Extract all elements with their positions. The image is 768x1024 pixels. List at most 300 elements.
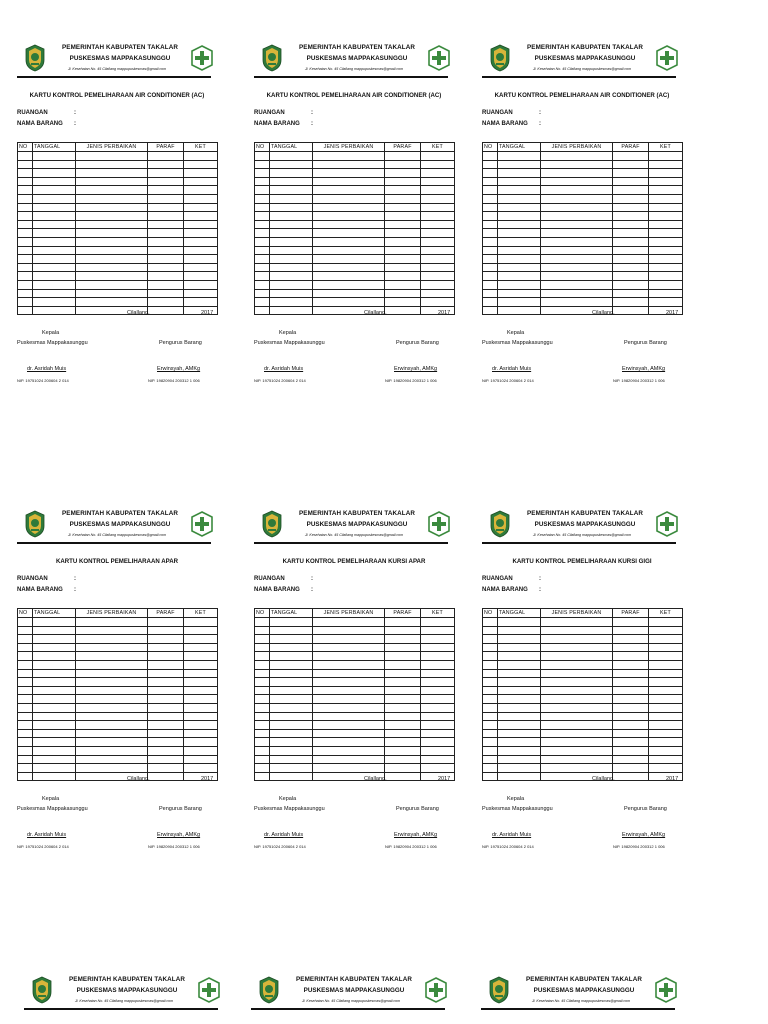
ruangan-label: RUANGAN bbox=[17, 576, 48, 582]
table-cell bbox=[649, 237, 683, 246]
table-row bbox=[18, 237, 218, 246]
table-cell bbox=[483, 177, 498, 186]
table-cell bbox=[76, 169, 148, 178]
letterhead bbox=[24, 972, 224, 1012]
table-cell bbox=[649, 643, 683, 652]
table-row bbox=[18, 306, 218, 315]
table-cell bbox=[541, 169, 613, 178]
table-cell bbox=[18, 177, 33, 186]
table-cell bbox=[498, 695, 541, 704]
table-cell bbox=[255, 212, 270, 221]
card-title: KARTU KONTROL PEMELIHARAAN KURSI GIGI bbox=[512, 558, 652, 565]
table-cell bbox=[313, 669, 385, 678]
table-cell bbox=[270, 703, 313, 712]
table-cell bbox=[421, 746, 455, 755]
card-title: KARTU KONTROL PEMELIHARAAN APAR bbox=[55, 558, 179, 565]
table-cell bbox=[255, 203, 270, 212]
table-cell bbox=[33, 660, 76, 669]
table-cell bbox=[498, 186, 541, 195]
table-cell bbox=[270, 272, 313, 281]
table-cell bbox=[270, 746, 313, 755]
table-cell bbox=[33, 643, 76, 652]
table-cell bbox=[313, 177, 385, 186]
table-cell bbox=[76, 229, 148, 238]
maintenance-table bbox=[254, 608, 455, 781]
table-cell bbox=[385, 618, 421, 627]
table-cell bbox=[385, 635, 421, 644]
table-cell bbox=[148, 686, 184, 695]
table-cell bbox=[18, 721, 33, 730]
ruangan-colon: : bbox=[74, 110, 76, 116]
table-cell bbox=[18, 729, 33, 738]
table-cell bbox=[255, 186, 270, 195]
table-row bbox=[483, 652, 683, 661]
table-cell bbox=[483, 686, 498, 695]
control-card-6 bbox=[482, 506, 682, 866]
table-cell bbox=[649, 721, 683, 730]
table-cell bbox=[613, 755, 649, 764]
letterhead-government: PEMERINTAH KABUPATEN TAKALAR bbox=[68, 976, 186, 983]
table-cell bbox=[649, 246, 683, 255]
table-cell bbox=[76, 237, 148, 246]
pengurus-label: Pengurus Barang bbox=[159, 806, 202, 812]
table-cell bbox=[76, 746, 148, 755]
table-cell bbox=[18, 212, 33, 221]
table-cell bbox=[649, 755, 683, 764]
table-cell bbox=[313, 652, 385, 661]
table-cell bbox=[313, 298, 385, 307]
table-cell bbox=[313, 160, 385, 169]
table-row bbox=[255, 169, 455, 178]
puskesmas-cross-icon bbox=[428, 45, 450, 71]
table-cell bbox=[255, 703, 270, 712]
table-cell bbox=[483, 306, 498, 315]
ruangan-colon: : bbox=[311, 110, 313, 116]
table-cell bbox=[255, 660, 270, 669]
table-cell bbox=[270, 712, 313, 721]
table-cell bbox=[313, 703, 385, 712]
table-cell bbox=[184, 152, 218, 161]
table-cell bbox=[148, 669, 184, 678]
letterhead-address: Jl. Kesehatan No. 45 Cilallang mappupuskesmas@gmail.com bbox=[67, 67, 167, 71]
letterhead-government: PEMERINTAH KABUPATEN TAKALAR bbox=[298, 510, 416, 517]
puskesmas-cross-icon bbox=[428, 511, 450, 537]
table-cell bbox=[483, 695, 498, 704]
table-cell bbox=[148, 203, 184, 212]
letterhead bbox=[482, 40, 682, 80]
table-row bbox=[255, 738, 455, 747]
puskesmas-label: Puskesmas Mappakasunggu bbox=[482, 806, 553, 812]
maintenance-table bbox=[17, 608, 218, 781]
table-cell bbox=[421, 695, 455, 704]
table-row bbox=[18, 220, 218, 229]
table-row bbox=[483, 686, 683, 695]
table-cell bbox=[498, 686, 541, 695]
table-cell bbox=[541, 695, 613, 704]
table-row bbox=[483, 177, 683, 186]
table-cell bbox=[148, 618, 184, 627]
table-cell bbox=[18, 152, 33, 161]
table-cell bbox=[421, 177, 455, 186]
table-cell bbox=[313, 660, 385, 669]
table-cell bbox=[541, 289, 613, 298]
table-cell bbox=[76, 220, 148, 229]
table-cell bbox=[421, 169, 455, 178]
sign-place: Cilallang, bbox=[592, 310, 615, 316]
table-cell bbox=[385, 695, 421, 704]
table-cell bbox=[498, 237, 541, 246]
col-jenis-perbaikan: JENIS PERBAIKAN bbox=[313, 609, 385, 618]
letterhead-government: PEMERINTAH KABUPATEN TAKALAR bbox=[525, 976, 643, 983]
table-cell bbox=[270, 160, 313, 169]
table-cell bbox=[483, 618, 498, 627]
nama-barang-label: NAMA BARANG bbox=[17, 121, 63, 127]
table-row bbox=[483, 289, 683, 298]
table-cell bbox=[541, 746, 613, 755]
table-cell bbox=[421, 186, 455, 195]
table-cell bbox=[385, 229, 421, 238]
table-cell bbox=[76, 712, 148, 721]
table-cell bbox=[313, 695, 385, 704]
puskesmas-cross-icon bbox=[656, 511, 678, 537]
table-cell bbox=[313, 246, 385, 255]
table-row bbox=[18, 721, 218, 730]
nama-barang-label: NAMA BARANG bbox=[17, 587, 63, 593]
table-cell bbox=[613, 635, 649, 644]
table-cell bbox=[541, 712, 613, 721]
table-cell bbox=[613, 289, 649, 298]
table-cell bbox=[148, 263, 184, 272]
table-cell bbox=[76, 203, 148, 212]
table-cell bbox=[385, 246, 421, 255]
table-cell bbox=[255, 729, 270, 738]
table-cell bbox=[498, 626, 541, 635]
table-cell bbox=[18, 237, 33, 246]
sign-year: 2017 bbox=[438, 310, 451, 316]
letterhead-rule bbox=[482, 542, 676, 544]
letterhead-rule bbox=[17, 542, 211, 544]
table-header-row bbox=[255, 609, 455, 618]
table-cell bbox=[613, 660, 649, 669]
table-cell bbox=[498, 721, 541, 730]
table-cell bbox=[148, 721, 184, 730]
col-paraf: PARAF bbox=[385, 609, 421, 618]
table-cell bbox=[184, 289, 218, 298]
table-cell bbox=[541, 298, 613, 307]
table-cell bbox=[33, 289, 76, 298]
table-cell bbox=[270, 280, 313, 289]
table-row bbox=[255, 263, 455, 272]
sign-year: 2017 bbox=[666, 776, 679, 782]
table-row bbox=[18, 203, 218, 212]
table-cell bbox=[385, 289, 421, 298]
table-cell bbox=[421, 237, 455, 246]
table-cell bbox=[76, 738, 148, 747]
table-cell bbox=[498, 738, 541, 747]
ruangan-colon: : bbox=[74, 576, 76, 582]
table-cell bbox=[270, 618, 313, 627]
table-row bbox=[18, 772, 218, 781]
col-jenis-perbaikan: JENIS PERBAIKAN bbox=[541, 143, 613, 152]
sign-place: Cilallang, bbox=[364, 776, 387, 782]
table-cell bbox=[148, 220, 184, 229]
table-cell bbox=[649, 764, 683, 773]
table-cell bbox=[18, 246, 33, 255]
pengurus-name: Erwinsyah, AMKg bbox=[157, 832, 201, 838]
table-row bbox=[18, 289, 218, 298]
table-cell bbox=[76, 246, 148, 255]
table-cell bbox=[541, 755, 613, 764]
table-cell bbox=[313, 186, 385, 195]
puskesmas-cross-icon bbox=[191, 45, 213, 71]
table-cell bbox=[148, 246, 184, 255]
table-row bbox=[18, 272, 218, 281]
table-cell bbox=[313, 220, 385, 229]
table-cell bbox=[385, 263, 421, 272]
table-cell bbox=[613, 298, 649, 307]
table-cell bbox=[498, 255, 541, 264]
table-cell bbox=[613, 712, 649, 721]
table-cell bbox=[649, 194, 683, 203]
table-cell bbox=[541, 643, 613, 652]
table-row bbox=[18, 695, 218, 704]
table-cell bbox=[18, 652, 33, 661]
table-cell bbox=[541, 721, 613, 730]
kepala-label: Kepala bbox=[42, 330, 60, 336]
letterhead-address: Jl. Kesehatan No. 45 Cilallang mappupuskesmas@gmail.com bbox=[532, 533, 632, 537]
table-cell bbox=[385, 280, 421, 289]
kepala-nip: NIP. 19751024 200604 2 014 bbox=[482, 844, 534, 849]
table-cell bbox=[313, 212, 385, 221]
table-cell bbox=[33, 695, 76, 704]
table-cell bbox=[483, 626, 498, 635]
table-cell bbox=[421, 652, 455, 661]
col-no: NO bbox=[483, 143, 498, 152]
table-cell bbox=[184, 746, 218, 755]
table-cell bbox=[649, 618, 683, 627]
table-cell bbox=[33, 746, 76, 755]
table-cell bbox=[148, 729, 184, 738]
table-cell bbox=[76, 618, 148, 627]
table-cell bbox=[18, 280, 33, 289]
kepala-name: dr. Asridah Muis bbox=[264, 832, 304, 838]
table-cell bbox=[270, 169, 313, 178]
letterhead-puskesmas: PUSKESMAS MAPPAKASUNGGU bbox=[534, 55, 636, 62]
table-cell bbox=[255, 652, 270, 661]
pengurus-nip: NIP. 19820904 200312 1 006 bbox=[148, 378, 200, 383]
table-cell bbox=[498, 703, 541, 712]
table-cell bbox=[18, 635, 33, 644]
table-row bbox=[255, 152, 455, 161]
table-cell bbox=[613, 772, 649, 781]
table-row bbox=[255, 229, 455, 238]
table-row bbox=[483, 635, 683, 644]
table-cell bbox=[148, 678, 184, 687]
table-row bbox=[18, 194, 218, 203]
table-cell bbox=[18, 618, 33, 627]
letterhead-address: Jl. Kesehatan No. 45 Cilallang mappupuskesmas@gmail.com bbox=[304, 533, 404, 537]
sign-place: Cilallang, bbox=[364, 310, 387, 316]
table-cell bbox=[313, 194, 385, 203]
table-cell bbox=[33, 764, 76, 773]
table-cell bbox=[18, 669, 33, 678]
table-cell bbox=[184, 729, 218, 738]
col-ket: KET bbox=[421, 609, 455, 618]
table-cell bbox=[18, 306, 33, 315]
table-cell bbox=[649, 272, 683, 281]
table-row bbox=[483, 255, 683, 264]
table-cell bbox=[649, 703, 683, 712]
table-row bbox=[18, 703, 218, 712]
table-cell bbox=[541, 764, 613, 773]
table-cell bbox=[483, 746, 498, 755]
table-cell bbox=[313, 237, 385, 246]
table-cell bbox=[148, 272, 184, 281]
table-cell bbox=[18, 678, 33, 687]
table-row bbox=[255, 298, 455, 307]
table-row bbox=[483, 678, 683, 687]
table-cell bbox=[76, 194, 148, 203]
table-row bbox=[483, 695, 683, 704]
pengurus-name: Erwinsyah, AMKg bbox=[394, 366, 438, 372]
table-cell bbox=[649, 678, 683, 687]
table-row bbox=[483, 263, 683, 272]
table-cell bbox=[184, 721, 218, 730]
table-cell bbox=[483, 220, 498, 229]
card-title: KARTU KONTROL PEMELIHARAAN AIR CONDITIONER (AC) bbox=[29, 92, 205, 99]
table-row bbox=[255, 643, 455, 652]
table-cell bbox=[541, 729, 613, 738]
table-cell bbox=[483, 160, 498, 169]
table-row bbox=[18, 212, 218, 221]
table-cell bbox=[270, 729, 313, 738]
table-cell bbox=[483, 772, 498, 781]
kepala-nip: NIP. 19751024 200604 2 014 bbox=[254, 378, 306, 383]
table-cell bbox=[76, 186, 148, 195]
table-cell bbox=[270, 229, 313, 238]
table-cell bbox=[255, 255, 270, 264]
table-cell bbox=[255, 721, 270, 730]
table-cell bbox=[613, 272, 649, 281]
table-row bbox=[255, 686, 455, 695]
table-cell bbox=[18, 298, 33, 307]
ruangan-colon: : bbox=[539, 576, 541, 582]
table-row bbox=[18, 643, 218, 652]
table-cell bbox=[498, 618, 541, 627]
table-cell bbox=[541, 678, 613, 687]
letterhead-rule bbox=[481, 1008, 675, 1010]
table-cell bbox=[255, 695, 270, 704]
table-cell bbox=[541, 220, 613, 229]
table-cell bbox=[421, 721, 455, 730]
table-row bbox=[255, 729, 455, 738]
table-cell bbox=[498, 660, 541, 669]
table-cell bbox=[148, 186, 184, 195]
table-row bbox=[18, 712, 218, 721]
table-cell bbox=[18, 738, 33, 747]
table-cell bbox=[421, 280, 455, 289]
table-cell bbox=[313, 678, 385, 687]
table-cell bbox=[184, 186, 218, 195]
table-cell bbox=[498, 729, 541, 738]
letterhead-address: Jl. Kesehatan No. 45 Cilallang mappupuskesmas@gmail.com bbox=[74, 999, 174, 1003]
ruangan-label: RUANGAN bbox=[482, 576, 513, 582]
table-cell bbox=[498, 177, 541, 186]
table-row bbox=[483, 306, 683, 315]
table-cell bbox=[184, 635, 218, 644]
table-cell bbox=[498, 298, 541, 307]
table-cell bbox=[421, 678, 455, 687]
table-cell bbox=[541, 686, 613, 695]
table-cell bbox=[649, 695, 683, 704]
letterhead-puskesmas: PUSKESMAS MAPPAKASUNGGU bbox=[69, 55, 171, 62]
table-cell bbox=[313, 280, 385, 289]
table-cell bbox=[76, 643, 148, 652]
table-cell bbox=[649, 212, 683, 221]
table-row bbox=[255, 652, 455, 661]
maintenance-table bbox=[254, 142, 455, 315]
table-cell bbox=[148, 169, 184, 178]
table-cell bbox=[313, 289, 385, 298]
table-cell bbox=[483, 169, 498, 178]
table-row bbox=[483, 772, 683, 781]
table-row bbox=[255, 721, 455, 730]
table-row bbox=[18, 280, 218, 289]
kepala-nip: NIP. 19751024 200604 2 014 bbox=[482, 378, 534, 383]
col-tanggal: TANGGAL bbox=[498, 143, 541, 152]
table-cell bbox=[498, 280, 541, 289]
letterhead bbox=[17, 40, 217, 80]
partial-card-3 bbox=[481, 972, 681, 1012]
puskesmas-cross-icon bbox=[191, 511, 213, 537]
nama-barang-label: NAMA BARANG bbox=[482, 587, 528, 593]
table-cell bbox=[76, 272, 148, 281]
letterhead-address: Jl. Kesehatan No. 45 Cilallang mappupuskesmas@gmail.com bbox=[531, 999, 631, 1003]
table-cell bbox=[421, 194, 455, 203]
table-cell bbox=[421, 160, 455, 169]
table-cell bbox=[76, 289, 148, 298]
table-row bbox=[255, 660, 455, 669]
table-cell bbox=[148, 306, 184, 315]
table-cell bbox=[385, 160, 421, 169]
table-cell bbox=[76, 764, 148, 773]
table-cell bbox=[613, 626, 649, 635]
table-cell bbox=[483, 712, 498, 721]
table-cell bbox=[613, 306, 649, 315]
table-cell bbox=[184, 169, 218, 178]
control-card-5 bbox=[254, 506, 454, 866]
table-cell bbox=[33, 755, 76, 764]
kepala-label: Kepala bbox=[279, 330, 297, 336]
col-no: NO bbox=[18, 143, 33, 152]
table-cell bbox=[421, 289, 455, 298]
table-cell bbox=[255, 177, 270, 186]
table-row bbox=[483, 272, 683, 281]
table-cell bbox=[255, 643, 270, 652]
table-cell bbox=[18, 263, 33, 272]
table-cell bbox=[33, 306, 76, 315]
table-cell bbox=[148, 643, 184, 652]
table-cell bbox=[184, 298, 218, 307]
table-cell bbox=[498, 764, 541, 773]
kepala-label: Kepala bbox=[507, 330, 525, 336]
table-cell bbox=[148, 255, 184, 264]
table-cell bbox=[255, 237, 270, 246]
table-cell bbox=[421, 755, 455, 764]
table-row bbox=[18, 678, 218, 687]
table-row bbox=[255, 678, 455, 687]
table-cell bbox=[421, 220, 455, 229]
